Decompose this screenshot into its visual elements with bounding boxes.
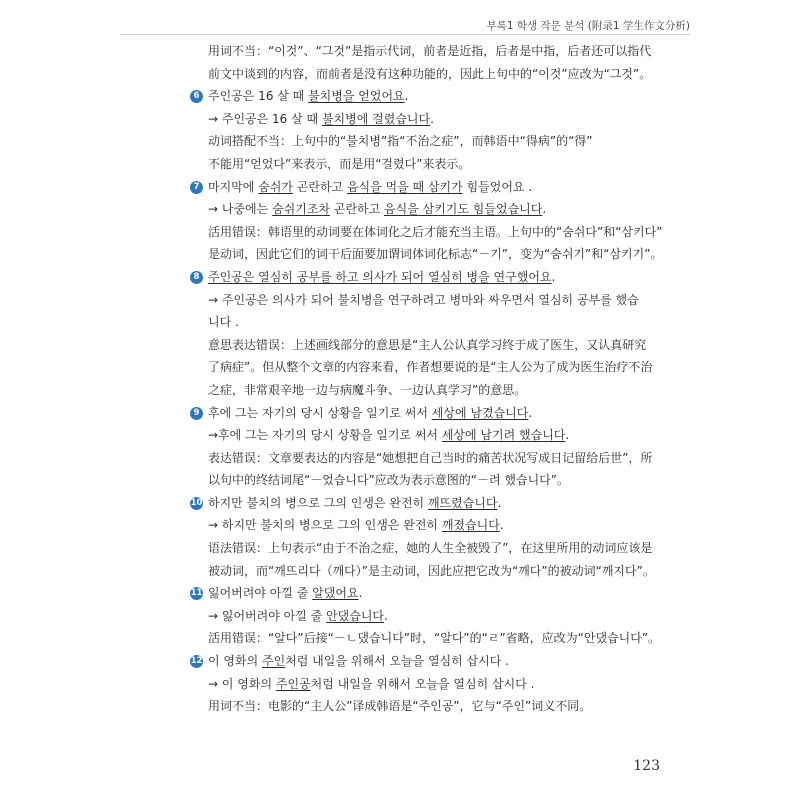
underlined-phrase: 음식을 삼키기도 힘들었습니다 bbox=[384, 202, 543, 217]
text-segment: → 잃어버려야 아낄 줄 bbox=[208, 608, 327, 623]
item-line bbox=[208, 130, 648, 153]
text-segment: . bbox=[565, 428, 570, 443]
text-segment: 이 영화의 bbox=[208, 654, 262, 669]
underlined-phrase: 세상에 남기려 했습니다 bbox=[441, 428, 566, 443]
item-number-badge: 6 bbox=[190, 90, 203, 103]
text-segment: . bbox=[499, 518, 504, 533]
correction-item bbox=[193, 85, 648, 175]
underlined-phrase: 알댔어요 bbox=[312, 586, 359, 601]
item-line bbox=[208, 108, 648, 131]
text-segment: 被动词，而“깨뜨리다（깨다）”是主动词，因此应把它改为“깨다”的被动词“깨지다”。 bbox=[208, 563, 655, 578]
item-line bbox=[208, 537, 653, 560]
text-segment: 잃어버려야 아낄 줄 bbox=[208, 586, 313, 601]
text-segment: 之症，非常艰辛地一边与病魔斗争、一边认真学习”的意思。 bbox=[208, 382, 527, 397]
text-segment: 처럼 내일을 위해서 오늘을 열심히 삽시다 . bbox=[285, 654, 509, 669]
text-segment: 처럼 내일을 위해서 오늘을 열심히 삽시다 . bbox=[310, 676, 535, 691]
text-segment: 意思表达错误：上述画线部分的意思是“主人公认真学习终于成了医生，又认真研究 bbox=[208, 337, 647, 352]
item-number-badge: 12 bbox=[190, 656, 203, 667]
item-number-badge: 8 bbox=[190, 271, 203, 284]
underlined-phrase: 깨졌습니다 bbox=[441, 518, 500, 533]
item-line bbox=[208, 695, 648, 718]
item-number-badge: 11 bbox=[190, 588, 203, 599]
underlined-phrase: 숨쉬가 bbox=[258, 179, 293, 194]
text-segment: 动词搭配不当：上句中的“불치병”指“不治之症”，而韩语中“得病”的“得” bbox=[208, 134, 593, 149]
underlined-phrase: 주인 bbox=[262, 654, 286, 669]
item-line bbox=[208, 424, 648, 447]
text-segment: 了病症”。但从整个文章的内容来看，作者想要说的是“主人公为了成为医生治疗不治 bbox=[208, 360, 653, 375]
text-segment: . bbox=[384, 608, 388, 623]
item-line bbox=[208, 221, 663, 244]
item-line bbox=[208, 334, 648, 357]
underlined-phrase: 주인공은 열심히 공부를 하고 의사가 되어 열심히 병을 연구했어요 bbox=[208, 269, 552, 284]
text-segment: 以句中的终结词尾“－었습니다”应改为表示意图的“－려 했습니다”。 bbox=[208, 473, 570, 488]
text-segment: 是动词，因此它们的词干后面要加谓词体词化标志“－기”，变为“숨쉬기”和“삼키기”。 bbox=[208, 247, 663, 262]
header-rule bbox=[120, 34, 690, 35]
text-segment: → 주인공은 의사가 되어 불치병을 연구하려고 병마와 싸우면서 열심히 공부를 했습 bbox=[208, 292, 639, 307]
text-segment: 힘들었어요 . bbox=[462, 179, 533, 194]
item-line bbox=[208, 379, 648, 402]
item-line bbox=[208, 447, 653, 470]
item-number-badge: 10 bbox=[190, 497, 203, 508]
item-line bbox=[208, 605, 648, 628]
text-segment: 用词不当：电影的“主人公”译成韩语是“주인공”，它与“주인”词义不同。 bbox=[208, 699, 592, 714]
text-segment: . bbox=[358, 586, 363, 601]
text-segment: . bbox=[528, 405, 533, 420]
correction-item bbox=[193, 402, 653, 492]
item-line bbox=[208, 356, 653, 379]
error-sentence-line bbox=[193, 176, 648, 199]
text-segment: . bbox=[497, 495, 502, 510]
text-segment: 하지만 불치의 병으로 그의 인생은 완전히 bbox=[208, 495, 428, 510]
text-segment: 니다 . bbox=[208, 315, 239, 330]
underlined-phrase: 깨뜨렸습니다 bbox=[427, 495, 498, 510]
page-content bbox=[190, 40, 663, 718]
intro-paragraph bbox=[208, 40, 652, 85]
text-segment: . bbox=[542, 202, 547, 217]
text-segment: → 이 영화의 bbox=[208, 676, 276, 691]
item-line bbox=[208, 243, 663, 266]
text-segment: . bbox=[430, 111, 434, 126]
text-segment: → 주인공은 16 살 때 bbox=[208, 111, 322, 126]
item-line bbox=[208, 153, 648, 176]
item-number-badge: 9 bbox=[190, 407, 203, 420]
underlined-phrase: 세상에 남겼습니다 bbox=[431, 405, 529, 420]
text-segment: 活用错误：“알다”后接“－ㄴ댔습니다”时，“알다”的“ㄹ”省略，应改为“안댔습니다”。 bbox=[208, 631, 661, 646]
text-segment: → 나중에는 bbox=[208, 202, 273, 217]
error-sentence-line bbox=[190, 492, 648, 515]
correction-item bbox=[193, 176, 663, 266]
item-line bbox=[208, 627, 661, 650]
text-segment: → 하지만 불치의 병으로 그의 인생은 완전히 bbox=[208, 518, 442, 533]
text-segment: . bbox=[404, 89, 409, 104]
text-segment: 주인공은 16 살 때 bbox=[208, 89, 309, 104]
underlined-phrase: 불치병에 걸렸습니다 bbox=[321, 111, 431, 126]
text-segment: →후에 그는 자기의 당시 상황을 일기로 써서 bbox=[208, 428, 442, 443]
underlined-phrase: 안댔습니다 bbox=[326, 608, 385, 623]
text-segment: 不能用“얻었다”来表示，而是用“걸렸다”来表示。 bbox=[208, 156, 471, 171]
text-segment: 语法错误：上句表示“由于不治之症，她的人生全被毁了”，在这里所用的动词应该是 bbox=[208, 541, 653, 556]
intro-line: 用词不当：“이것”、“그것”是指示代词，前者是近指，后者是中指，后者还可以指代 bbox=[208, 44, 652, 58]
text-segment: 곤란하고 bbox=[292, 179, 347, 194]
running-header: 부록1 학생 작문 분석 (附录1 学生作文分析) bbox=[486, 20, 690, 32]
text-segment: 活用错误：韩语里的动词要在体词化之后才能充当主语。上句中的“숨쉬다”和“삼키다” bbox=[208, 224, 663, 239]
intro-line: 前文中谈到的内容，而前者是没有这种功能的，因此上句中的“이것”应改为“그것”。 bbox=[208, 66, 652, 81]
underlined-phrase: 주인공 bbox=[275, 676, 311, 691]
text-segment: 곤란하고 bbox=[330, 202, 385, 217]
text-segment: 마지막에 bbox=[208, 179, 259, 194]
item-line bbox=[208, 289, 648, 312]
item-line bbox=[208, 673, 648, 696]
page-number: 123 bbox=[633, 758, 660, 774]
text-segment: . bbox=[551, 269, 556, 284]
item-number-badge: 7 bbox=[190, 181, 203, 194]
item-line bbox=[208, 469, 648, 492]
item-line bbox=[208, 560, 655, 583]
correction-item bbox=[193, 266, 653, 402]
item-line bbox=[208, 514, 648, 537]
correction-item bbox=[190, 582, 661, 650]
correction-item bbox=[190, 492, 655, 582]
error-sentence-line bbox=[193, 85, 648, 108]
correction-items bbox=[190, 85, 663, 718]
error-sentence-line bbox=[190, 650, 648, 673]
underlined-phrase: 음식을 먹을 때 삼키가 bbox=[346, 179, 463, 194]
error-sentence-line bbox=[190, 582, 648, 605]
underlined-phrase: 불치병을 얻었어요 bbox=[308, 89, 405, 104]
underlined-phrase: 숨쉬기조차 bbox=[272, 202, 331, 217]
correction-item bbox=[190, 650, 648, 718]
item-line bbox=[208, 311, 648, 334]
error-sentence-line bbox=[193, 266, 648, 289]
text-segment: 表达错误：文章要表达的内容是“她想把自己当时的痛苦状况写成日记留给后世”，所 bbox=[208, 450, 653, 465]
text-segment: 후에 그는 자기의 당시 상황을 일기로 써서 bbox=[208, 405, 432, 420]
error-sentence-line bbox=[193, 402, 648, 425]
item-line bbox=[208, 198, 648, 221]
